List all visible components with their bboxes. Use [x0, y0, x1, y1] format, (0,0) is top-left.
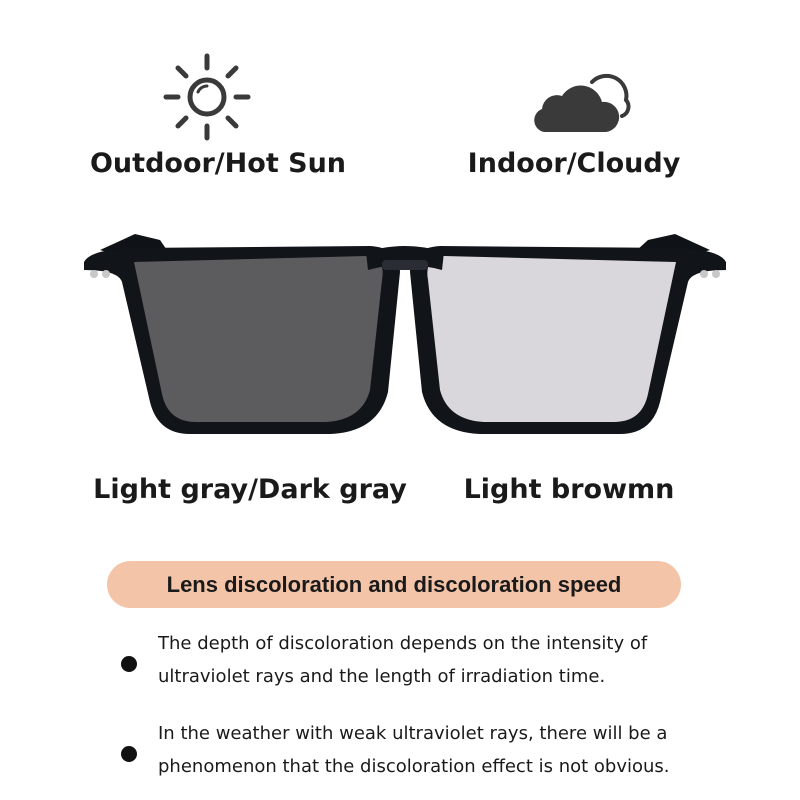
dark-tint-label: Light gray/Dark gray — [93, 474, 407, 505]
bullet-dot — [121, 656, 137, 672]
rivet — [712, 270, 720, 278]
bullet-line: ultraviolet rays and the length of irradiation time. — [158, 666, 606, 687]
indoor-condition-label: Indoor/Cloudy — [467, 148, 681, 179]
photochromic-glasses-image — [70, 222, 740, 447]
bullet-line: phenomenon that the discoloration effect is not obvious. — [158, 756, 670, 777]
clear-lens — [427, 256, 676, 422]
cloud-icon — [534, 66, 634, 136]
outdoor-condition-label: Outdoor/Hot Sun — [89, 148, 347, 179]
rivet — [700, 270, 708, 278]
section-heading: Lens discoloration and discoloration speed — [166, 571, 622, 597]
bullet-dot — [121, 746, 137, 762]
bullet-text-1 — [158, 627, 718, 693]
bullet-line: In the weather with weak ultraviolet rays, there will be a — [158, 723, 668, 744]
rivet — [90, 270, 98, 278]
bullet-line: The depth of discoloration depends on the intensity of — [158, 633, 648, 654]
bullet-text-2 — [158, 717, 718, 783]
section-heading-pill — [107, 561, 681, 608]
light-tint-label: Light browmn — [463, 474, 675, 505]
sun-icon — [162, 52, 252, 142]
dark-lens — [134, 256, 383, 422]
rivet — [102, 270, 110, 278]
